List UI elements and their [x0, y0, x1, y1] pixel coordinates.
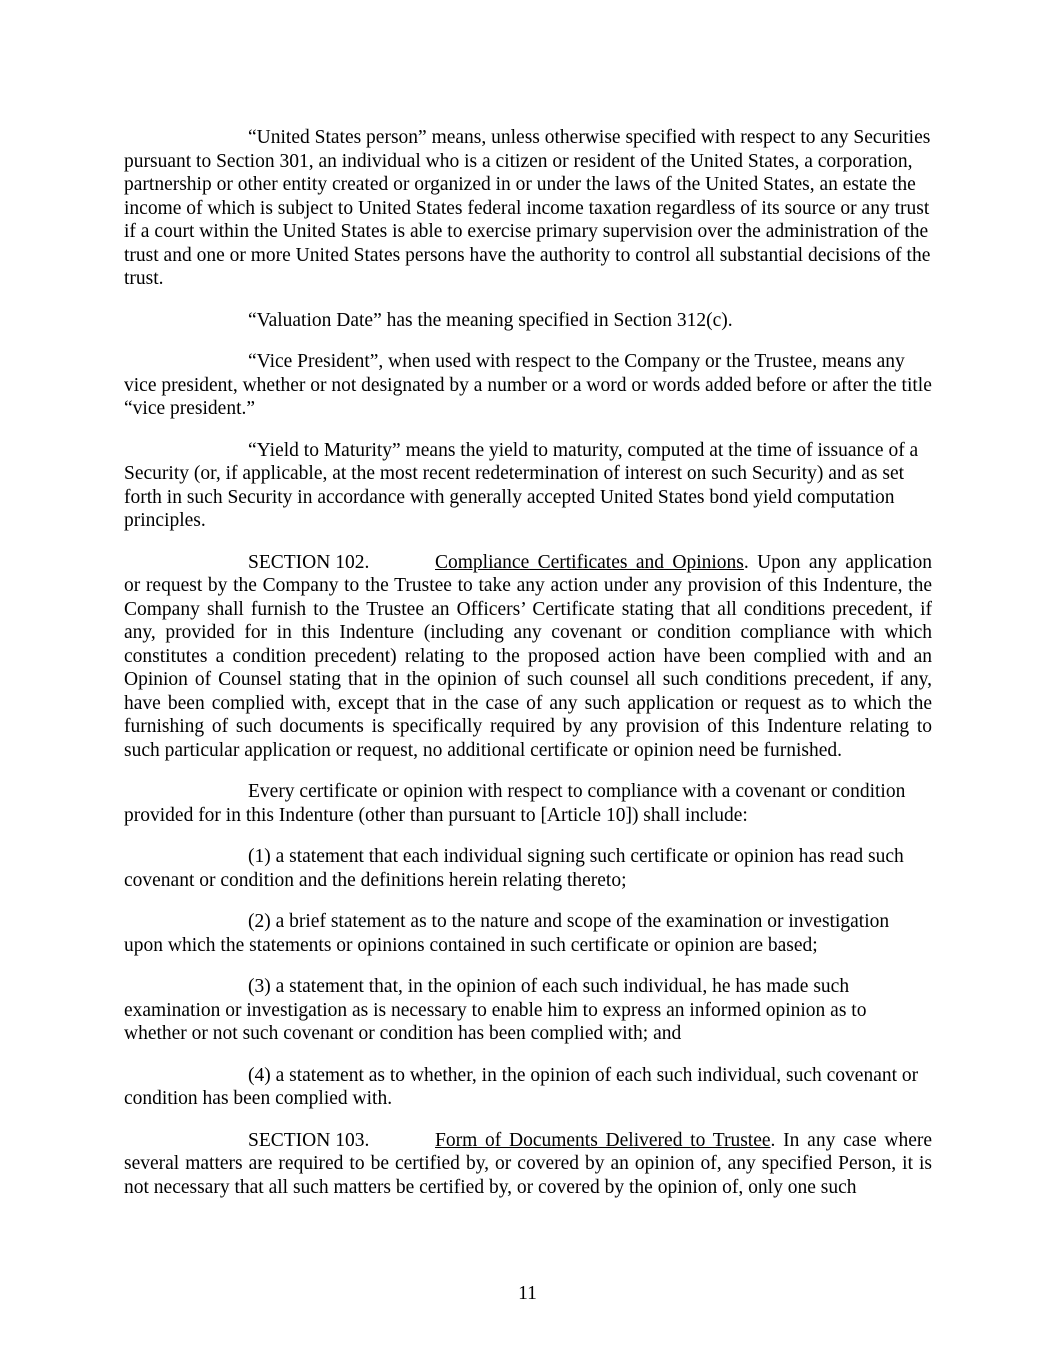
every-certificate-paragraph: Every certificate or opinion with respect to compliance with a covenant or condition provided for in this Indenture (other than pursuant to [Article 10]) shall include: — [124, 781, 906, 826]
definition-valuation-date: “Valuation Date” has the meaning specified in Section 312(c). — [248, 309, 733, 331]
page-number: 11 — [518, 1283, 537, 1304]
definition-yield-to-maturity: “Yield to Maturity” means the yield to maturity, computed at the time of issuance of a Security (or, if applicable, at the most recent redetermination of interest on such Security) and as set forth in such Security in accordance with generally accepted United States bond yield computation principles. — [124, 439, 919, 531]
section-103-heading: Form of Documents Delivered to Trustee — [435, 1129, 771, 1151]
section-103-label: SECTION 103. — [248, 1129, 370, 1151]
document-body — [124, 126, 932, 1217]
list-item-3: (3) a statement that, in the opinion of each such individual, he has made such examination or investigation as is necessary to enable him to express an informed opinion as to whether or not such covenant or condition has been complied with; and — [124, 976, 867, 1044]
section-102 — [124, 551, 932, 763]
section-103 — [124, 1129, 932, 1200]
list-item-4: (4) a statement as to whether, in the opinion of each such individual, such covenant or condition has been complied with. — [124, 1064, 919, 1109]
list-item-1: (1) a statement that each individual signing such certificate or opinion has read such covenant or condition and the definitions herein relating thereto; — [124, 846, 904, 891]
list-item-2: (2) a brief statement as to the nature and scope of the examination or investigation upon which the statements or opinions contained in such certificate or opinion are based; — [124, 911, 890, 956]
definition-vice-president: “Vice President”, when used with respect to the Company or the Trustee, means any vice president, whether or not designated by a number or a word or words added before or after the title “vice president.” — [124, 351, 932, 419]
section-102-label: SECTION 102. — [248, 551, 370, 573]
definition-united-states-person: “United States person” means, unless otherwise specified with respect to any Securities pursuant to Section 301, an individual who is a citizen or resident of the United States, a corporation, partnership or other entity created or organized in or under the laws of the United States, an estate the income of which is subject to United States federal income taxation regardless of its source or any trust if a court within the United States is able to exercise primary supervision over the administration of the trust and one or more United States persons have the authority to control all substantial decisions of the trust. — [124, 127, 931, 289]
section-103-body: . In any case where several matters are required to be certified by, or covered by an opinion of, any specified Person, it is not necessary that all such matters be certified by, or covered by the opinion of, only one such — [124, 1129, 933, 1198]
section-102-body: . Upon any application or request by the Company to the Trustee to take any action under any provision of this Indenture, the Company shall furnish to the Trustee an Officers’ Certificate stating that all conditions precedent, if any, provided for in this Indenture (including any covenant or condition compliance with which constitutes a condition precedent) relating to the proposed action have been complied with and an Opinion of Counsel stating that in the opinion of such counsel all such conditions precedent, if any, have been complied with, except that in the case of any such application or request as to which the furnishing of such documents is specifically required by any provision of this Indenture relating to such particular application or request, no additional certificate or opinion need be furnished. — [124, 551, 933, 761]
section-102-heading: Compliance Certificates and Opinions — [435, 551, 744, 573]
